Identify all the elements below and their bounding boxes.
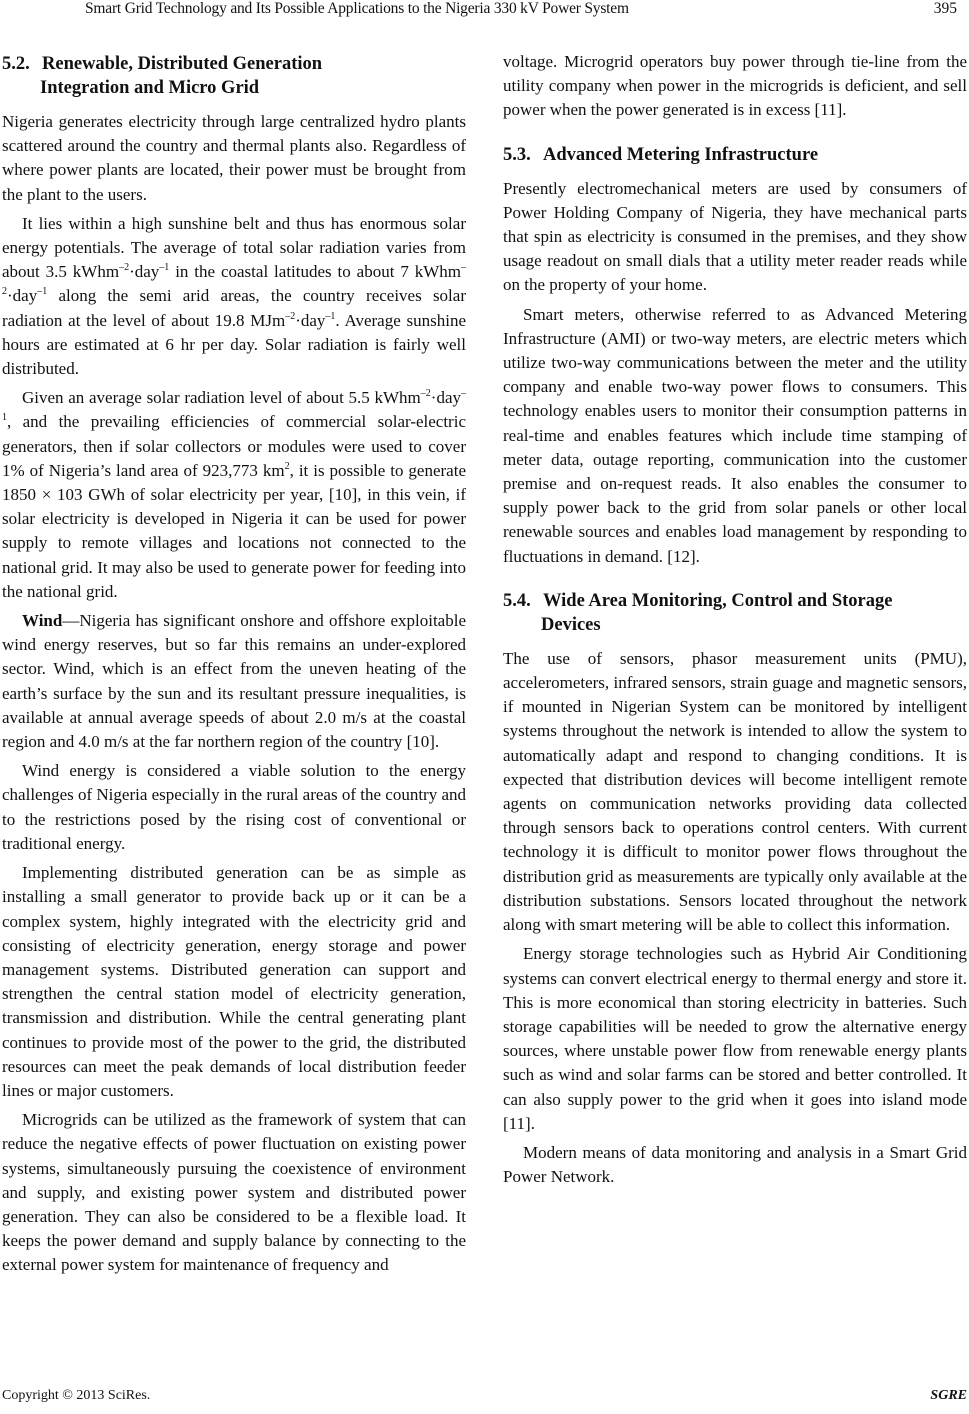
section-title-line1: Renewable, Distributed Generation — [42, 54, 323, 74]
running-header — [0, 0, 969, 22]
section-heading-5-3 — [503, 143, 967, 167]
right-column — [503, 50, 967, 1189]
section-title: Advanced Metering Infrastructure — [543, 144, 819, 165]
paragraph: voltage. Microgrid operators buy power through tie-line from the utility company when power in the microgrids is deficient, and sell power when the power generated is in excess [11]. — [503, 52, 967, 120]
paragraph: Microgrids can be utilized as the framework of system that can reduce the negative effects of power fluctuation on existing power systems, simultaneously pursuing the coexistence of environment and supply, and existing power system and distributed power generation. They can also be considered to be a flexible load. It keeps the power demand and supply balance by connecting to the external power system for maintenance of frequency and — [2, 1110, 466, 1275]
page-number: 395 — [933, 0, 957, 17]
paragraph: Presently electromechanical meters are used by consumers of Power Holding Company of Nigeria, they have mechanical parts that spin as electricity is consumed in the premises, and they show usage readout on small dials that a utility meter reader reads while on the property of your home. — [503, 178, 967, 295]
paragraph: Implementing distributed generation can be as simple as installing a small generator to provide back up or it can be a complex system, highly integrated with the electricity grid and consisting of electricity generation, energy storage and power management systems. Distributed generation can support and strengthen the central station model of electricity generation, transmission and distribution. While the central generating plant continues to provide most of the power to the grid, the distributed resources can meet the peak demands of local distribution feeder lines or major customers. — [2, 863, 466, 1100]
paragraph-wind: Wind—Nigeria has significant onshore and offshore exploitable wind energy reserves, but so far this remains an under-explored sector. Wind, which is an effect from the uneven heating of the earth’s surface by the sun and its resultant pressure inequalities, is available at annual average speeds of about 2.0 m/s at the coastal region and 4.0 m/s at the far northern region of the country [10]. — [2, 611, 466, 752]
section-number: 5.2. — [2, 54, 30, 74]
running-title: Smart Grid Technology and Its Possible Applications to the Nigeria 330 kV Power System — [85, 0, 629, 17]
copyright-notice: Copyright © 2013 SciRes. — [2, 1388, 151, 1403]
section-number: 5.3. — [503, 144, 531, 165]
paragraph: Smart meters, otherwise referred to as Advanced Metering Infrastructure (AMI) or two-way meters, are electric meters which utilize two-way communications between the meter and the utility company and enable two-way power flows to consumers. This technology enables users to monitor their consumption patterns in real-time and enables features which include time stamping of meter data, outage reporting, communication into the customer premise and on-request reads. It also enables the consumer to supply power back to the grid from solar panels or other local renewable sources and enables load management by responding to fluctuations in demand. [12]. — [503, 304, 967, 566]
paragraph: Energy storage technologies such as Hybrid Air Conditioning systems can convert electrical energy to thermal energy and store it. This is more economical than storing electricity in batteries. Such storage capabilities will be needed to grow the alternative energy sources, where unstable power flow from renewable energy plants such as wind and solar farms can be stored and better controlled. It can also supply power to the grid when it goes into island mode [11]. — [503, 944, 967, 1133]
section-title-line2: Devices — [541, 614, 601, 635]
paragraph: Wind energy is considered a viable solution to the energy challenges of Nigeria especially in the rural areas of the country and to the restrictions posed by the rising cost of conventional or traditional energy. — [2, 761, 466, 853]
section-title-line1: Wide Area Monitoring, Control and Storage — [543, 590, 893, 611]
left-column — [2, 52, 466, 1278]
section-number: 5.4. — [503, 590, 531, 611]
paragraph-solar-potential: Given an average solar radiation level of about 5.5 kWhm$^{-2}$·day$^{-1}$, and the prevailing efficiencies of commercial solar-electric generators, then if solar collectors or modules were used to cover 1% of Nigeria’s land area of 923,773 $km^2$, it is possible to generate 1850 × 103 GWh of solar electricity per year, [10], in this vein, if solar electricity is developed in Nigeria it can be used for power supply to remote villages and locations not connected to the national grid. It may also be used to generate power for feeding into the national grid. — [2, 388, 466, 601]
section-heading-5-4 — [503, 589, 967, 637]
journal-abbreviation: SGRE — [930, 1388, 967, 1403]
paragraph: Nigeria generates electricity through large centralized hydro plants scattered around the country and thermal plants also. Regardless of where power plants are located, their power must be brought from the plant to the users. — [2, 112, 466, 204]
section-title-line2: Integration and Micro Grid — [40, 78, 260, 98]
paragraph: Modern means of data monitoring and analysis in a Smart Grid Power Network. — [503, 1142, 967, 1187]
paragraph: The use of sensors, phasor measurement units (PMU), accelerometers, infrared sensors, strain guage and magnetic sensors, if mounted in Nigerian System can be monitored by intelligent systems throughout the network is intended to allow the system to automatically adapt and respond to changing conditions. It is expected that distribution devices will become intelligent remote agents on communication networks providing data collected through sensors back to operations control centers. With current technology it is difficult to monitor power flows throughout the distribution grid as measurements are typically only available at the distribution substations. Sensors located throughout the network along with smart metering will be able to collect this information. — [503, 648, 967, 935]
paragraph-solar-radiation: It lies within a high sunshine belt and thus has enormous solar energy potentials. The average of total solar radiation varies from about 3.5 kWhm$^{-2}$·day$^{-1}$ in the coastal latitudes to about 7 kWhm$^{-2}$·day$^{-1}$ along the semi arid areas, the country receives solar radiation at the level of about 19.8 MJm$^{-2}$·day$^{-1}$. Average sunshine hours are estimated at 6 hr per day. Solar radiation is fairly well distributed. — [2, 213, 466, 379]
section-heading-5-2 — [2, 52, 466, 100]
